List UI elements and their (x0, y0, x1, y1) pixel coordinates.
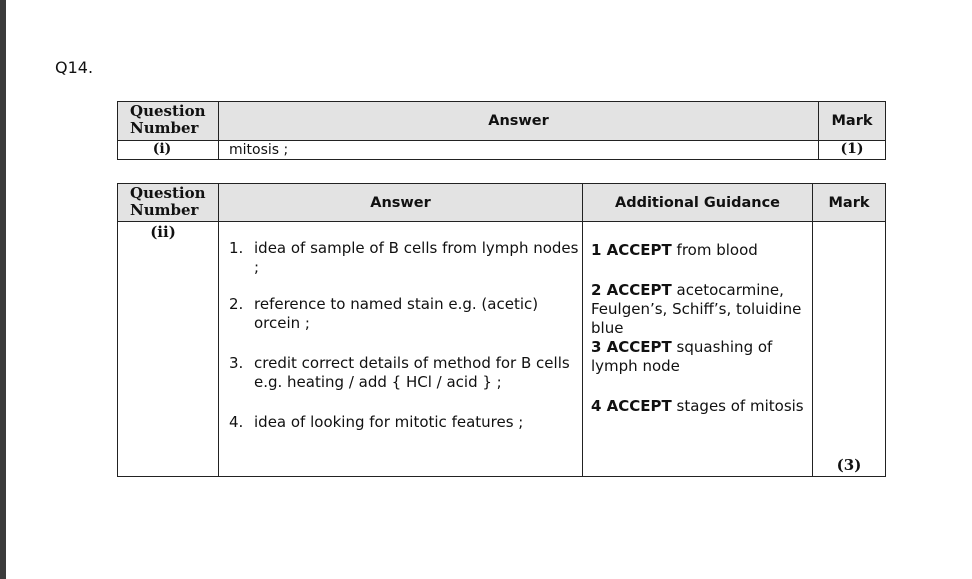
guidance-item: 1 ACCEPT from blood (591, 241, 758, 259)
guidance-item: 2 ACCEPT acetocarmine, Feulgen’s, Schiff’s, toluidine blue (591, 281, 802, 337)
guidance-cell (583, 222, 813, 477)
header-guidance: Additional Guidance (583, 184, 813, 222)
answer-item: 4. idea of looking for mitotic features ; (229, 413, 524, 431)
row-mark: (1) (819, 141, 886, 160)
question-label: Q14. (55, 58, 94, 77)
guidance-item: 3 ACCEPT squashing of lymph node (591, 338, 773, 375)
header-answer: Answer (219, 102, 819, 141)
row-number: (i) (118, 141, 219, 160)
guidance-item: 4 ACCEPT stages of mitosis (591, 397, 804, 415)
answer-item: 2. reference to named stain e.g. (acetic) orcein ; (229, 295, 539, 332)
header-answer: Answer (219, 184, 583, 222)
answers-cell (219, 222, 583, 477)
left-edge-bar (0, 0, 6, 579)
answer-table-ii (117, 183, 886, 477)
header-question-number: Question Number (118, 184, 219, 222)
answer-table-i (117, 101, 886, 160)
row-number: (ii) (118, 222, 219, 477)
header-question-number: Question Number (118, 102, 219, 141)
row-mark: (3) (813, 222, 886, 477)
header-mark: Mark (819, 102, 886, 141)
header-mark: Mark (813, 184, 886, 222)
answer-item: 1. idea of sample of B cells from lymph nodes ; (229, 239, 579, 276)
row-answer: mitosis ; (219, 141, 819, 160)
answer-item: 3. credit correct details of method for B cells e.g. heating / add { HCl / acid } ; (229, 354, 570, 391)
